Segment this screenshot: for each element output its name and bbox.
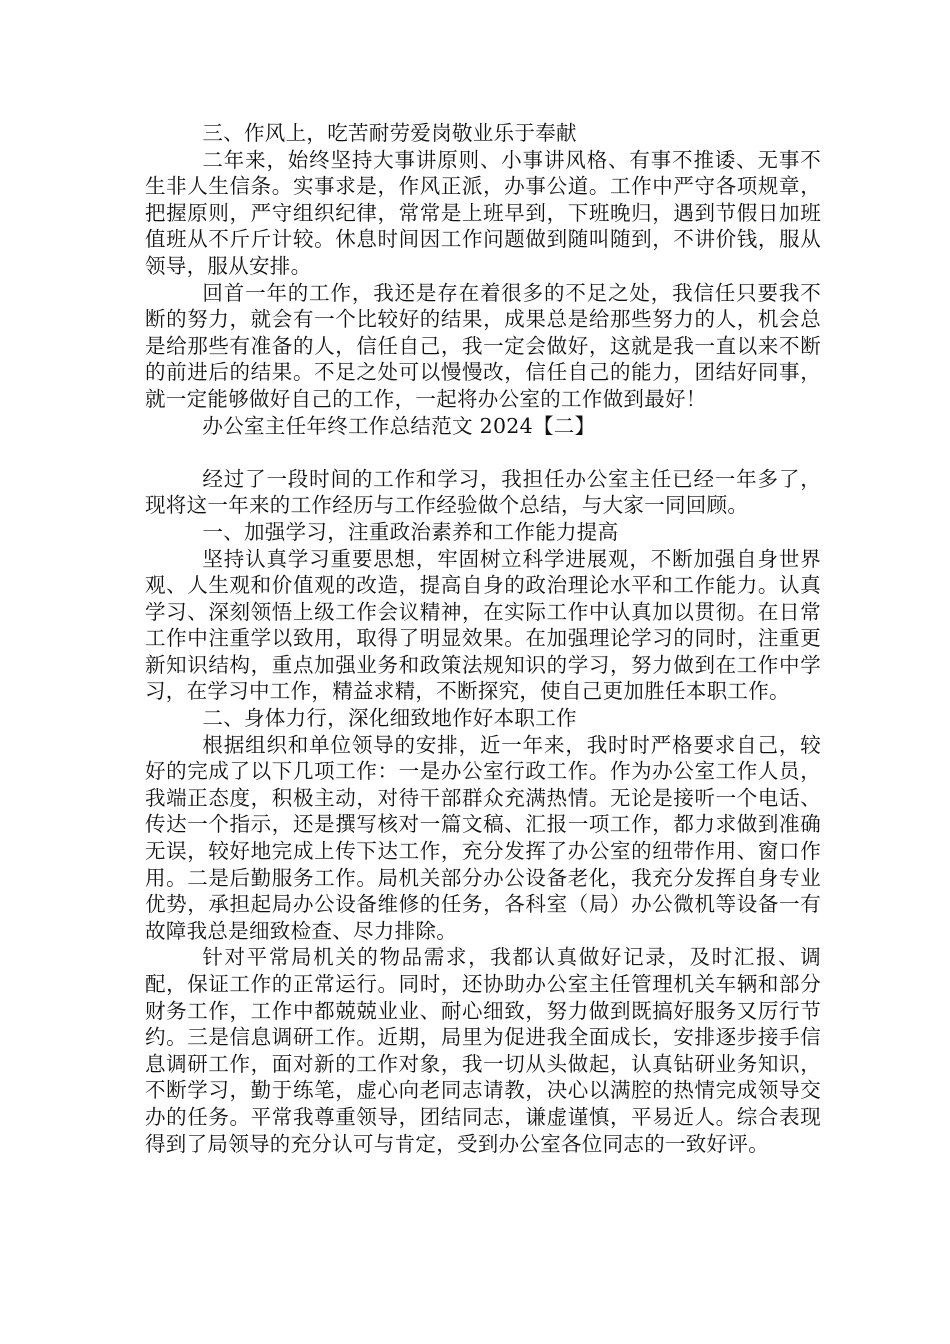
- section-heading: 一、加强学习，注重政治素养和工作能力提高: [202, 519, 619, 544]
- section-heading: 三、作风上，吃苦耐劳爱岗敬业乐于奉献: [202, 121, 577, 145]
- paragraph: 二年来，始终坚持大事讲原则、小事讲风格、有事不推诿、无事不生非人生信条。实事求是，作风正派，办事公道。工作中严守各项规章，把握原则，严守组织纪律，常常是上班早到，下班晚归，遇到节假日加班值班从不斤斤计较。休息时间因工作问题做到随叫随到，不讲价钱，服从领导，服从安排。: [145, 147, 821, 278]
- paragraph: 根据组织和单位领导的安排，近一年来，我时时严格要求自己，较好的完成了以下几项工作：一是办公室行政工作。作为办公室工作人员，我端正态度，积极主动，对待干部群众充满热情。无论是接听一个电话、传达一个指示，还是撰写核对一篇文稿、汇报一项工作，都力求做到准确无误，较好地完成上传下达工作，充分发挥了办公室的纽带作用、窗口作用。二是后勤服务工作。局机关部分办公设备老化，我充分发挥自身专业优势，承担起局办公设备维修的任务，各科室（局）办公微机等设备一有故障我总是细致检查、尽力排除。: [145, 732, 821, 943]
- paragraph: 回首一年的工作，我还是存在着很多的不足之处，我信任只要我不断的努力，就会有一个比较好的结果，成果总是给那些努力的人，机会总是给那些有准备的人，信任自己，我一定会做好，这就是我一直以来不断的前进后的结果。不足之处可以慢慢改，信任自己的能力，团结好同事，就一定能够做好自己的工作，一起将办公室的工作做到最好！: [145, 280, 821, 411]
- document-title: 办公室主任年终工作总结范文 2024【二】: [202, 413, 596, 438]
- paragraph: 坚持认真学习重要思想，牢固树立科学进展观，不断加强自身世界观、人生观和价值观的改造，提高自身的政治理论水平和工作能力。认真学习、深刻领悟上级工作会议精神，在实际工作中认真加以贯彻。在日常工作中注重学以致用，取得了明显效果。在加强理论学习的同时，注重更新知识结构，重点加强业务和政策法规知识的学习，努力做到在工作中学习，在学习中工作，精益求精，不断探究，使自己更加胜任本职工作。: [145, 546, 821, 704]
- paragraph: 针对平常局机关的物品需求，我都认真做好记录，及时汇报、调配，保证工作的正常运行。同时，还协助办公室主任管理机关车辆和部分财务工作，工作中都兢兢业业、耐心细致，努力做到既搞好服务又厉行节约。三是信息调研工作。近期，局里为促进我全面成长，安排逐步接手信息调研工作，面对新的工作对象，我一切从头做起，认真钻研业务知识，不断学习，勤于练笔，虚心向老同志请教，决心以满腔的热情完成领导交办的任务。平常我尊重领导，团结同志，谦虚谨慎，平易近人。综合表现得到了局领导的充分认可与肯定，受到办公室各位同志的一致好评。: [145, 945, 821, 1156]
- paragraph: 经过了一段时间的工作和学习，我担任办公室主任已经一年多了，现将这一年来的工作经历与工作经验做个总结，与大家一同回顾。: [145, 466, 821, 518]
- section-heading: 二、身体力行，深化细致地作好本职工作: [202, 706, 577, 731]
- document-body: [145, 120, 821, 1157]
